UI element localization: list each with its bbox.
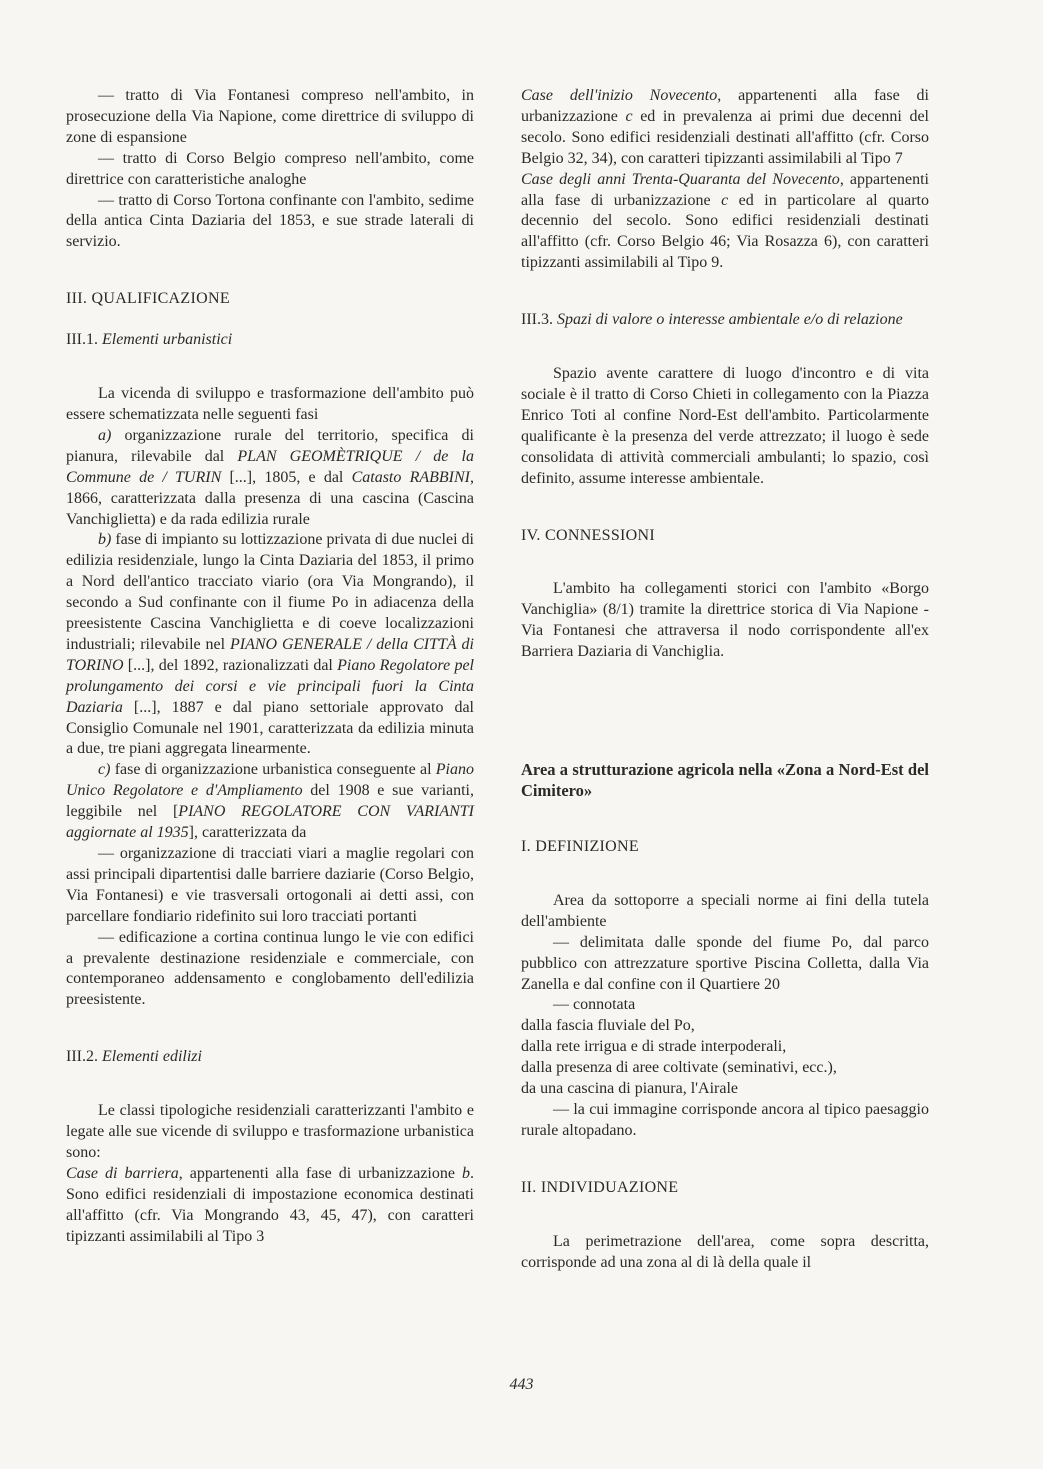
list-item: — delimitata dalle sponde del fiume Po, dal parco pubblico con attrezzature sportive Piscina Colletta, dalla Via Zanella e dal confine con il Quartiere 20 — [521, 933, 929, 993]
list-line: dalla presenza di aree coltivate (seminativi, ecc.), — [521, 1059, 837, 1077]
paragraph: La vicenda di sviluppo e trasformazione dell'ambito può essere schematizzata nelle seguenti fasi — [66, 385, 474, 423]
left-column — [66, 86, 474, 1248]
list-item: — organizzazione di tracciati viari a maglie regolari con assi principali dipartentisi dalle barriere daziarie (Corso Belgio, Via Fontanesi) e vie trasversali ortogonali ai detti assi, con parcellare fondiario ridefinito sui loro tracciati portanti — [66, 845, 474, 925]
list-item: — connotata — [553, 996, 636, 1014]
paragraph: a) organizzazione rurale del territorio, specifica di pianura, rilevabile dal PLAN GEOMÈTRIQUE / de la Commune de / TURIN [...], 1805, e dal Catasto RABBINI, 1866, caratterizzata dalla presenza di una cascina (Cascina Vanchiglietta) e da rada edilizia rurale — [66, 426, 474, 528]
list-line: dalla fascia fluviale del Po, — [521, 1017, 695, 1035]
list-item: — tratto di Corso Belgio compreso nell'ambito, come direttrice con caratteristiche analoghe — [66, 149, 474, 188]
paragraph: Case degli anni Trenta-Quaranta del Novecento, appartenenti alla fase di urbanizzazione c ed in particolare al quarto decennio del secolo. Sono edifici residenziali destinati all'affitto (cfr. Corso Belgio 46; Via Rosazza 6), con caratteri tipizzanti assimilabili al Tipo 9. — [521, 170, 929, 272]
subsection-heading: III.3. Spazi di valore o interesse ambientale e/o di relazione — [521, 311, 903, 329]
paragraph: Case di barriera, appartenenti alla fase di urbanizzazione b. Sono edifici residenziali di impostazione economica destinati all'affitto (cfr. Via Mongrando 43, 45, 47), con caratteri tipizzanti assimilabili al Tipo 3 — [66, 1164, 474, 1245]
paragraph: Area da sottoporre a speciali norme ai fini della tutela dell'ambiente — [521, 891, 929, 930]
page-number: 443 — [509, 1376, 534, 1393]
section-heading: II. INDIVIDUAZIONE — [521, 1178, 679, 1196]
list-line: da una cascina di pianura, l'Airale — [521, 1080, 739, 1098]
list-line: dalla rete irrigua e di strade interpoderali, — [521, 1038, 787, 1056]
paragraph: L'ambito ha collegamenti storici con l'ambito «Borgo Vanchiglia» (8/1) tramite la direttrice storica di Via Napione - Via Fontanesi che attraversa il nodo corrispondente all'ex Barriera Daziaria di Vanchiglia. — [521, 580, 929, 661]
subsection-heading: III.2. Elementi edilizi — [66, 1048, 202, 1066]
section-heading: I. DEFINIZIONE — [521, 838, 639, 856]
list-item: — tratto di Via Fontanesi compreso nell'ambito, in prosecuzione della Via Napione, come direttrice di sviluppo di zone di espansione — [66, 87, 474, 146]
section-heading: III. QUALIFICAZIONE — [66, 290, 230, 308]
right-column — [521, 86, 929, 1274]
section-heading: IV. CONNESSIONI — [521, 526, 655, 544]
subsection-heading: III.1. Elementi urbanistici — [66, 331, 233, 349]
paragraph: Spazio avente carattere di luogo d'incontro e di vita sociale è il tratto di Corso Chieti in collegamento con la Piazza Enrico Toti al confine Nord-Est dell'ambito. Particolarmente qualificante è la presenza del verde attrezzato; il luogo è sede consolidata di attività commerciali ambulanti; lo spazio, così definito, assume interesse ambientale. — [521, 365, 929, 487]
paragraph: Le classi tipologiche residenziali caratterizzanti l'ambito e legate alle sue vicende di sviluppo e trasformazione urbanistica sono: — [66, 1102, 474, 1161]
paragraph: b) fase di impianto su lottizzazione privata di due nuclei di edilizia residenziale, lungo la Cinta Daziaria del 1853, il primo a Nord dell'antico tracciato viario (ora Via Mongrando), il secondo a Sud confinante con il fiume Po in adiacenza della preesistente Cascina Vanchiglietta e di coeve localizzazioni industriali; rilevabile nel PIANO GENERALE / della CITTÀ di TORINO [...], del 1892, razionalizzati dal Piano Regolatore pel prolungamento dei corsi e vie principali fuori la Cinta Daziaria [...], 1887 e dal piano settoriale approvato dal Consiglio Comunale nel 1901, caratterizzata da edilizia minuta a due, tre piani aggregata linearmente. — [66, 531, 475, 758]
area-title: Area a strutturazione agricola nella «Zona a Nord-Est del Cimitero» — [521, 760, 929, 801]
paragraph: La perimetrazione dell'area, come sopra descritta, corrisponde ad una zona al di là della quale il — [521, 1232, 929, 1271]
paragraph: Case dell'inizio Novecento, appartenenti alla fase di urbanizzazione c ed in prevalenza ai primi due decenni del secolo. Sono edifici residenziali destinati all'affitto (cfr. Corso Belgio 32, 34), con caratteri tipizzanti assimilabili al Tipo 7 — [521, 87, 930, 167]
list-item: — edificazione a cortina continua lungo le vie con edifici a prevalente destinazione residenziale e commerciale, con contemporaneo addensamento e conglobamento dell'edilizia preesistente. — [66, 928, 474, 1009]
paragraph: c) fase di organizzazione urbanistica conseguente al Piano Unico Regolatore e d'Ampliamento del 1908 e sue varianti, leggibile nel [PIANO REGOLATORE CON VARIANTI aggiornate al 1935], caratterizzata da — [66, 761, 475, 842]
list-item: — tratto di Corso Tortona confinante con l'ambito, sedime della antica Cinta Daziaria del 1853, e sue strade laterali di servizio. — [66, 191, 474, 251]
list-item: — la cui immagine corrisponde ancora al tipico paesaggio rurale altopadano. — [521, 1101, 929, 1139]
